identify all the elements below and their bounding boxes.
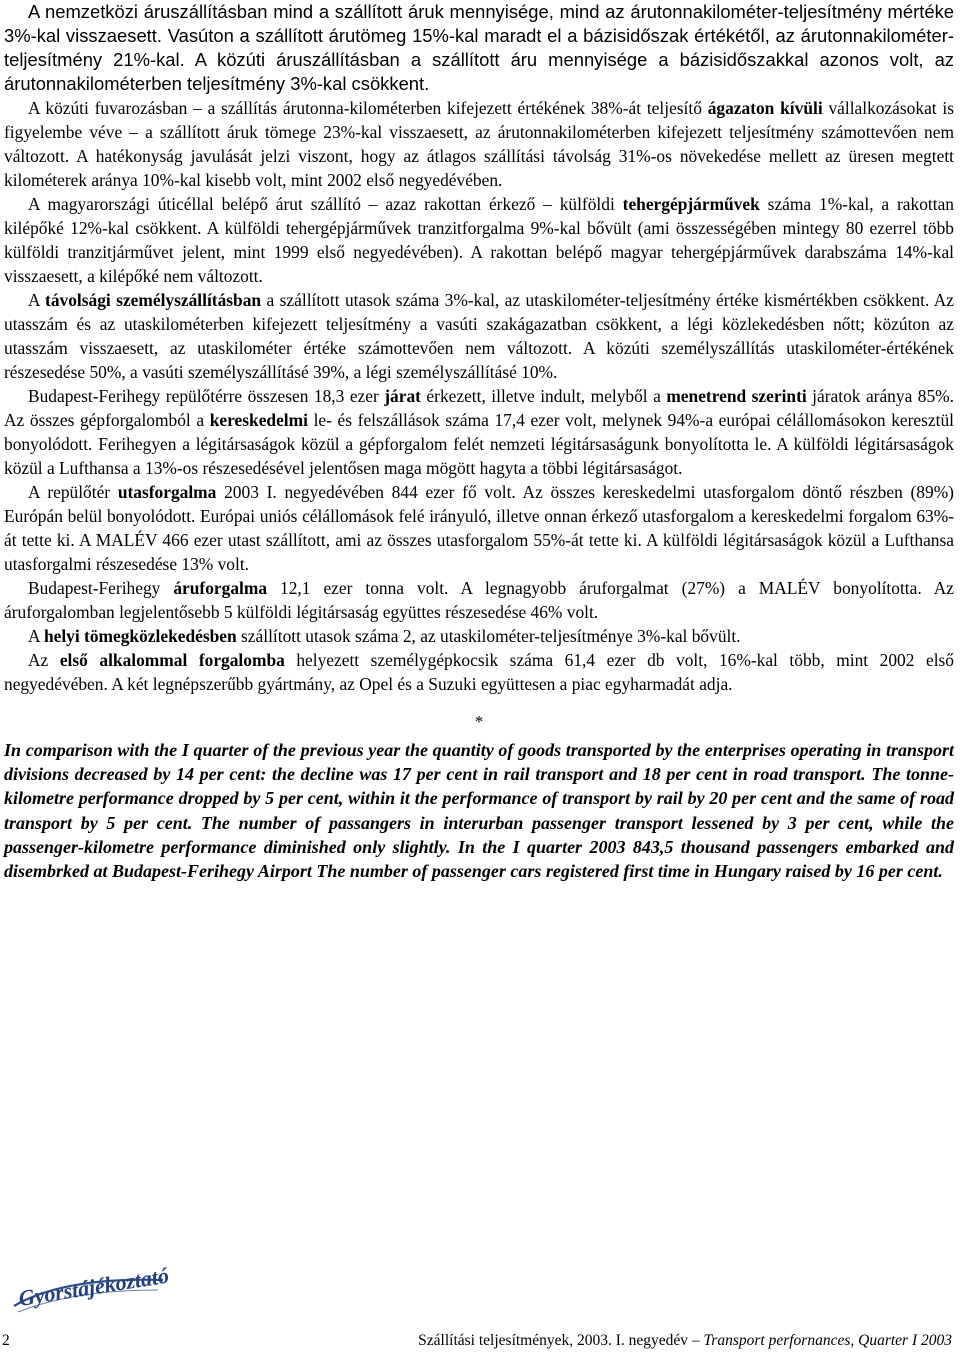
- text-run: A repülőtér: [28, 482, 118, 502]
- text-run: helyezett személygépkocsik száma 61,4 ezer db volt, 16%-kal több, mint 2002 első negyedévében. A két legnépszerűbb gyártmány, az Opel és a Suzuki együttesen a piac egyharmadát adja.: [4, 650, 954, 694]
- running-title-hu: Szállítási teljesítmények, 2003. I. negyedév –: [418, 1332, 704, 1349]
- text-run: 2003 I. negyedévében 844 ezer fő volt. Az összes kereskedelmi utasforgalom döntő részben (89%) Európán belül bonyolódott. Európai uniós célállomások felé irányuló, illetve onnan érkező utasforgalom a kereskedelmi forgalom 63%-át tette ki. A MALÉV 466 ezer utast szállított, ami az összes utasforgalom 55%-át tette ki. A külföldi légitársaságok közül a Lufthansa utasforgalmi részesedése 13% volt.: [4, 482, 954, 574]
- text-run: A nemzetközi áruszállításban mind a szállított áruk mennyisége, mind az árutonnakilométer-teljesítmény mértéke 3%-kal visszaesett. Vasúton a szállított árutömeg 15%-kal maradt el a bázisidőszak értékétől, az árutonnakilométer-teljesítmény 21%-kal. A közúti áruszállításban a szállított áru mennyisége a bázisidőszakkal azonos volt, az árutonnakilométerben teljesítmény 3%-kal csökkent.: [4, 1, 954, 94]
- bold-term: kereskedelmi: [209, 410, 308, 430]
- logo-graphic: [8, 1266, 168, 1326]
- text-run: A: [28, 626, 44, 646]
- paragraph: [4, 96, 954, 192]
- bold-term: helyi tömegközlekedésben: [43, 626, 237, 646]
- section-separator: *: [474, 712, 484, 731]
- paragraph: [4, 384, 954, 480]
- text-run: Budapest-Ferihegy repülőtérre összesen 18,3 ezer: [28, 386, 385, 406]
- bold-term: járat: [384, 386, 421, 406]
- english-summary: In comparison with the I quarter of the previous year the quantity of goods transported by the enterprises operating in transport divisions decreased by 14 per cent: the decline was 17 per cent in rail transport and 18 per cent in road transport. The tonne-kilometre performance dropped by 5 per cent, within it the performance of transport by rail by 20 per cent and the same of road transport by 5 per cent. The number of passangers in interurban passenger transport lessened by 3 per cent, while the passenger-kilometre performance diminished only slightly. In the I quarter 2003 843,5 thousand passengers embarked and disembrked at Budapest-Ferihegy Airport The number of passenger cars registered first time in Hungary raised by 16 per cent.: [4, 740, 954, 882]
- gyorstajekoztato-logo: [8, 1266, 168, 1326]
- text-run: járatok aránya 85%. Az összes gépforgalomból a: [4, 386, 954, 430]
- text-run: Budapest-Ferihegy: [28, 578, 174, 598]
- text-run: A közúti fuvarozásban – a szállítás árutonna-kilométerben kifejezett értékének 38%-át teljesítő: [28, 98, 708, 118]
- text-run: érkezett, illetve indult, melyből a: [420, 386, 667, 406]
- paragraph: [4, 648, 954, 696]
- document-page: [4, 0, 954, 883]
- bold-term: távolsági személyszállításban: [45, 290, 262, 310]
- paragraph: [4, 288, 954, 384]
- running-title: [418, 1332, 952, 1350]
- paragraph: [4, 576, 954, 624]
- text-run: A magyarországi úticéllal belépő árut szállító – azaz rakottan érkező – külföldi: [28, 194, 623, 214]
- paragraph: [4, 480, 954, 576]
- bold-term: tehergépjárművek: [622, 194, 760, 214]
- text-run: szállított utasok száma 2, az utaskilométer-teljesítménye 3%-kal bővült.: [236, 626, 741, 646]
- paragraph: [4, 192, 954, 288]
- running-title-en: Transport perfornances, Quarter I 2003: [703, 1332, 952, 1349]
- text-run: le- és felszállások száma 17,4 ezer volt, melynek 94%-a európai célállomásokon keresztül bonyolódott. Ferihegyen a légitársaságok közül a gépforgalom felét nemzeti légitársaságunk bonyolította le. A külföldi légitársaságok közül a Lufthansa a 13%-os részesedésével jelentősen maga mögött hagyta a többi légitársaságot.: [4, 410, 954, 478]
- bold-term: áruforgalma: [173, 578, 268, 598]
- paragraph: [4, 624, 954, 648]
- bold-term: utasforgalma: [117, 482, 217, 502]
- page-number: 2: [2, 1332, 10, 1349]
- text-run: a szállított utasok száma 3%-kal, az utaskilométer-teljesítmény értéke kismértékben csökkent. Az utasszám és az utaskilométerben kifejezett teljesítmény a vasúti szakágazatban csökkent, a légi közlekedésben nőtt; közúton az utasszám visszaesett, az utaskilométer értéke számottevően nem változott. A közúti személyszállítás utaskilométer-értékének részesedése 50%, a vasúti személyszállításé 39%, a légi személyszállításé 10%.: [4, 290, 954, 382]
- text-run: száma 1%-kal, a rakottan kilépőké 12%-kal csökkent. A külföldi tehergépjárművek tranzitforgalma 9%-kal bővült (ami összességében mintegy 80 ezerrel több külföldi tranzitjárművet jelent, mint 1999 első negyedévében). A rakottan belépő magyar tehergépjárművek darabszáma 14%-kal visszaesett, a kilépőké nem változott.: [4, 194, 954, 286]
- bold-term: első alkalommal forgalomba: [59, 650, 285, 670]
- text-run: A: [28, 290, 46, 310]
- text-run: 12,1 ezer tonna volt. A legnagyobb áruforgalmat (27%) a MALÉV bonyolította. Az áruforgalomban legjelentősebb 5 külföldi légitársaság együttes részesedése 46% volt.: [4, 578, 954, 622]
- page-footer: [0, 1332, 952, 1354]
- bold-term: menetrend szerinti: [666, 386, 807, 406]
- text-run: vállalkozásokat is figyelembe véve – a szállított áruk tömege 23%-kal visszaesett, az árutonnakilométerben kifejezett teljesítmény számottevően nem változott. A hatékonyság javulását jelzi viszont, hogy az átlagos szállítási távolság 31%-os növekedése mellett az üresen megtett kilométerek aránya 10%-kal kisebb volt, mint 2002 első negyedévében.: [4, 98, 954, 190]
- hungarian-body: [4, 0, 954, 696]
- text-run: Az: [28, 650, 60, 670]
- svg-text:Gyorstájékoztató: Gyorstájékoztató: [16, 1266, 168, 1311]
- paragraph: [4, 0, 954, 96]
- bold-term: ágazaton kívüli: [707, 98, 823, 118]
